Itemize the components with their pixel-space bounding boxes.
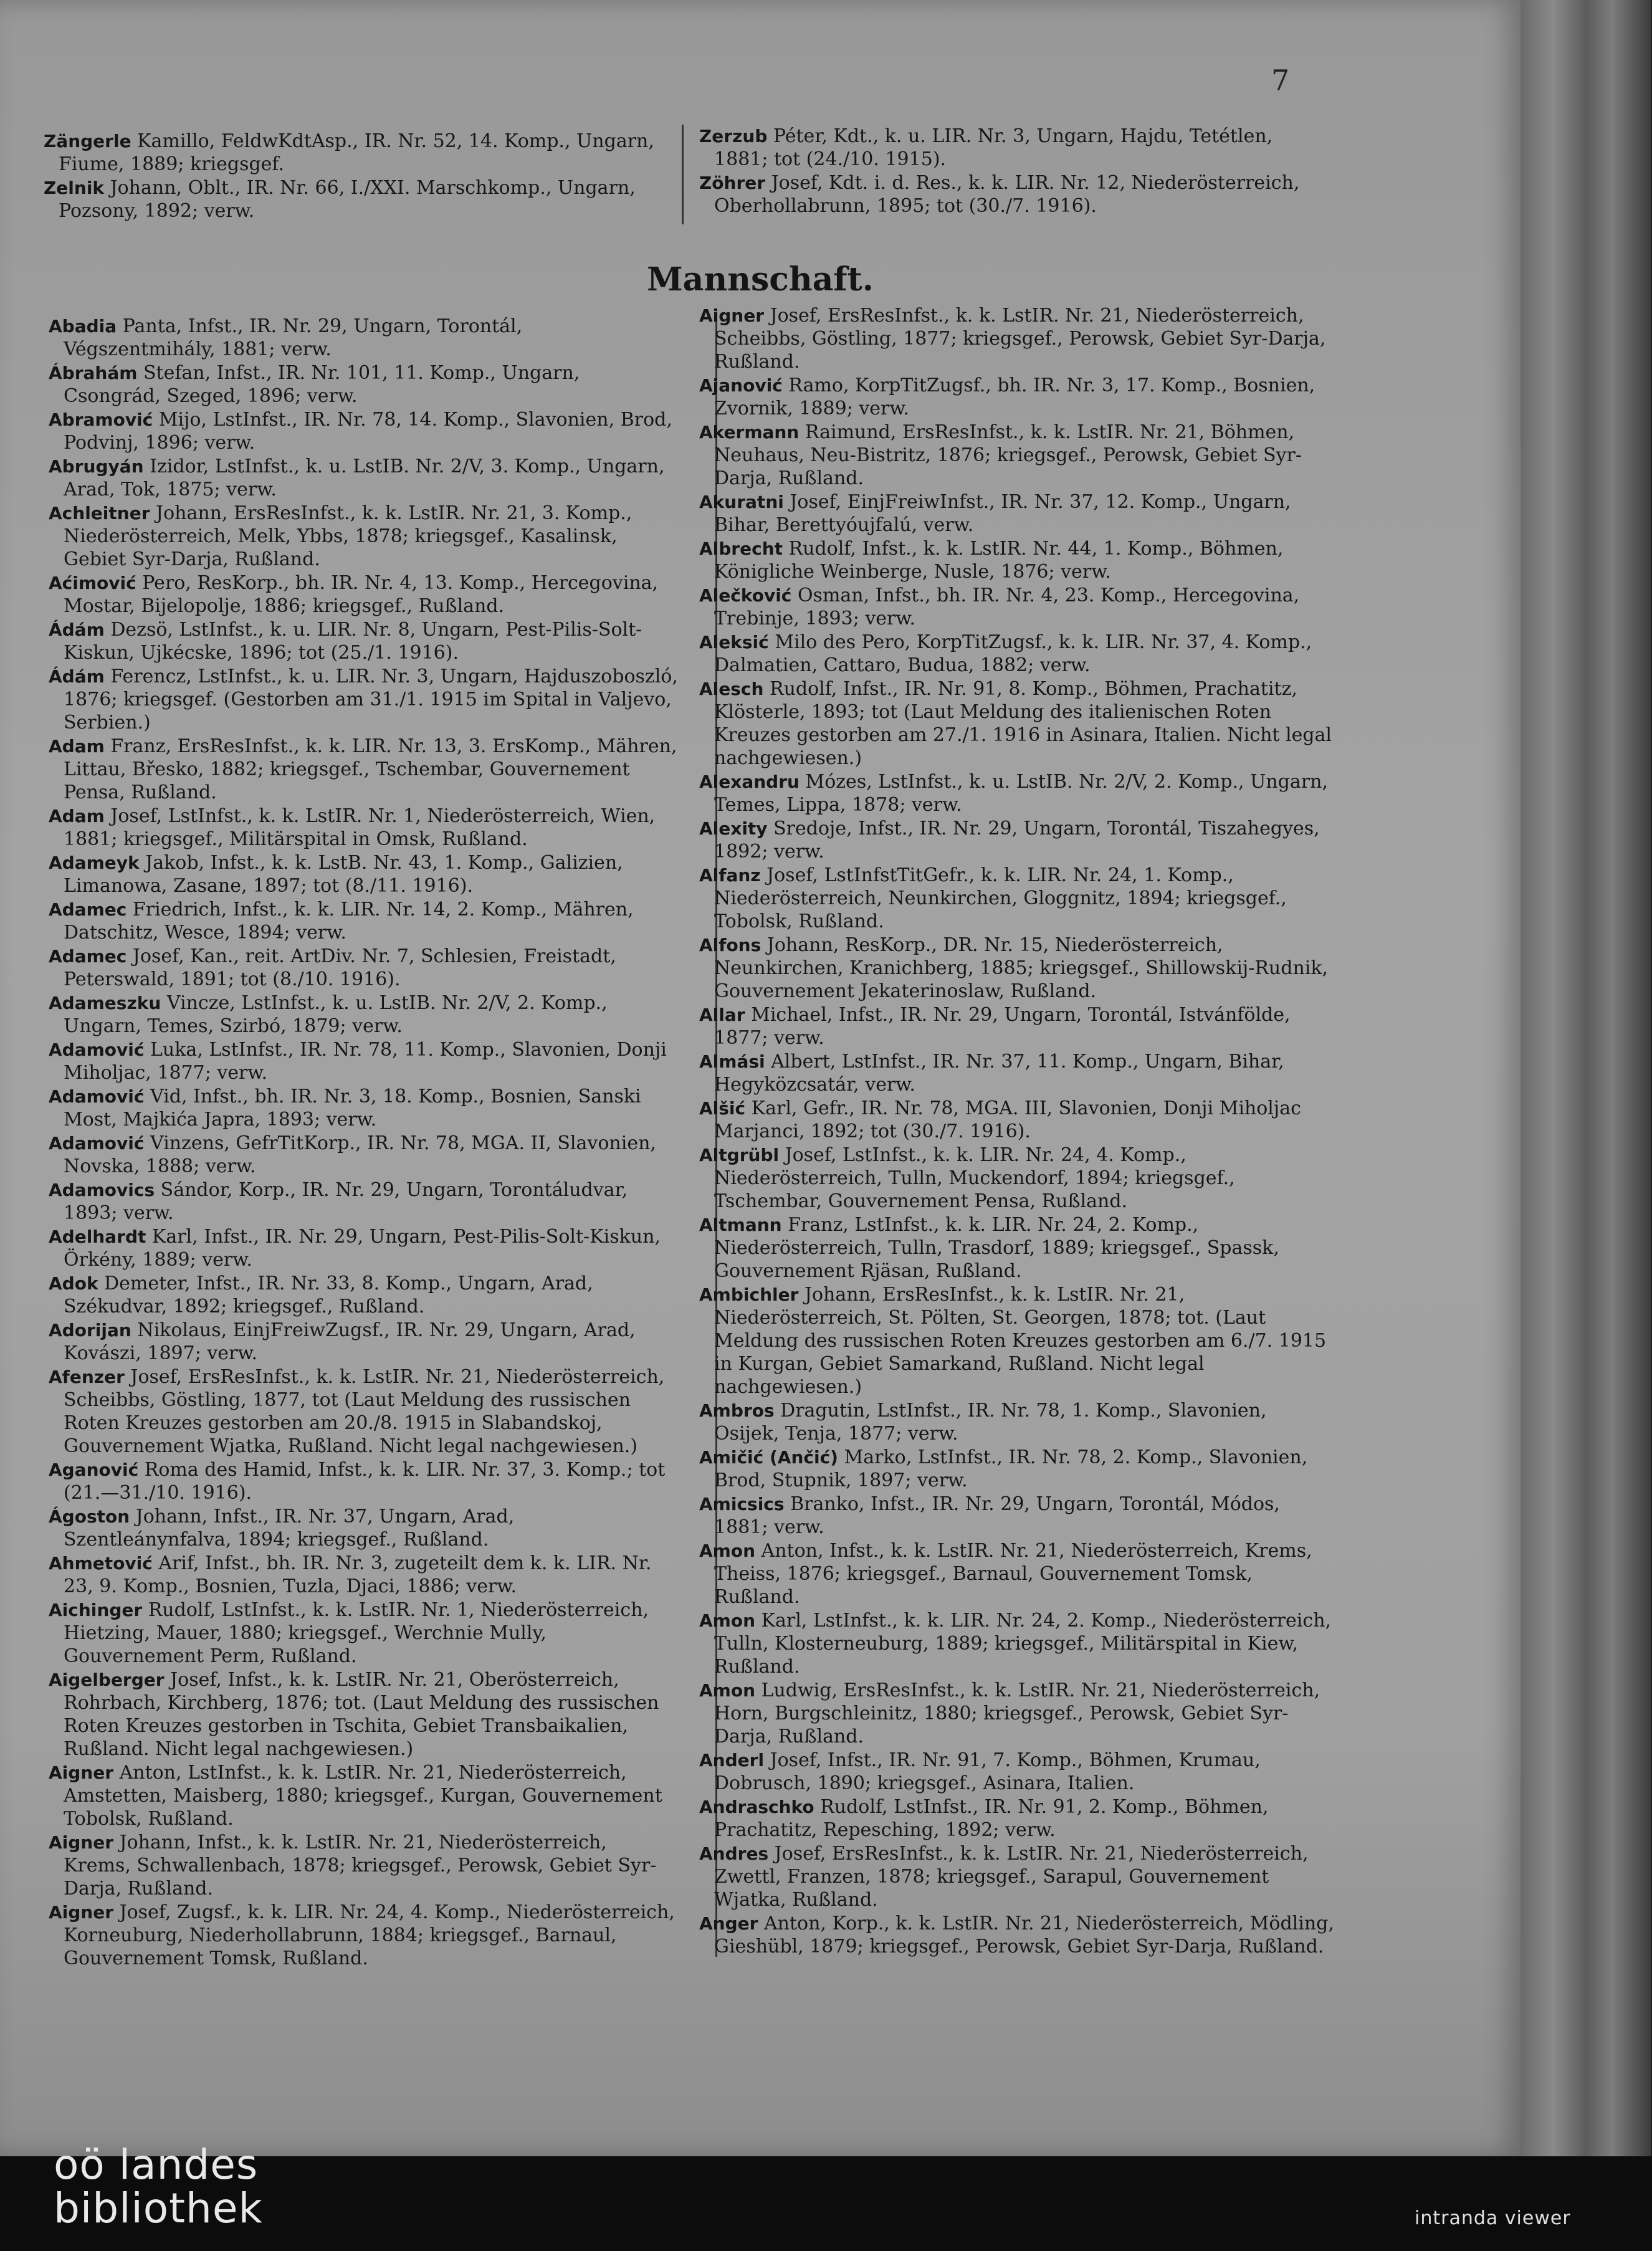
entry-details: Josef, Infst., IR. Nr. 91, 7. Komp., Böhmen, Krumau, Dobrusch, 1890; kriegsgef., Asinara, Italien. [714,1749,1261,1794]
register-entry [49,805,679,851]
register-entry [49,735,679,804]
entry-details: Panta, Infst., IR. Nr. 29, Ungarn, Torontál, Végszentmihály, 1881; verw. [64,315,523,360]
entry-surname: Adorijan [49,1320,131,1341]
entry-surname: Aigner [49,1762,114,1783]
register-entry [49,571,679,618]
register-entry [699,584,1335,630]
register-entry [699,770,1335,816]
entry-surname: Akuratni [699,492,784,512]
register-entry [699,1144,1335,1213]
register-entry [44,130,667,176]
register-entry [699,1609,1335,1678]
entry-details: Rudolf, Infst., k. k. LstIR. Nr. 44, 1. Komp., Böhmen, Königliche Weinberge, Nusle, 1876; verw. [714,538,1284,583]
entry-surname: Adameszku [49,993,161,1013]
entry-surname: Alesch [699,679,764,699]
register-entry [699,171,1329,217]
register-entry [49,945,679,991]
entry-surname: Aigner [699,305,765,326]
entry-surname: Adamović [49,1086,145,1107]
entry-surname: Adelhardt [49,1226,146,1247]
register-entry [49,898,679,944]
entry-surname: Amicsics [699,1494,785,1514]
entry-surname: Adamec [49,899,127,920]
entry-details: Josef, Infst., k. k. LstIR. Nr. 21, Oberösterreich, Rohrbach, Kirchberg, 1876; tot. (Laut Meldung des russischen Roten Kreuzes gestorben in Tschita, Gebiet Transbaikalien, Rußland. Nicht legal nachgewiesen.) [64,1669,659,1760]
register-entry [49,1225,679,1271]
entry-details: Karl, LstInfst., k. k. LIR. Nr. 24, 2. Komp., Niederösterreich, Tulln, Klosterneuburg, 1889; kriegsgef., Militärspital in Kiew, Rußland. [714,1610,1332,1678]
register-entry [699,1283,1335,1398]
entry-surname: Alšić [699,1098,746,1119]
entry-details: Rudolf, Infst., IR. Nr. 91, 8. Komp., Böhmen, Prachatitz, Klösterle, 1893; tot (Laut Meldung des italienischen Roten Kreuzes gestorben am 27./1. 1916 in Asinara, Italien. Nicht legal nachgewiesen.) [714,678,1332,769]
register-entry [49,1365,679,1458]
entry-details: Vid, Infst., bh. IR. Nr. 3, 18. Komp., Bosnien, Sanski Most, Majkića Japra, 1893; verw. [64,1086,641,1130]
entry-details: Arif, Infst., bh. IR. Nr. 3, zugeteilt dem k. k. LIR. Nr. 23, 9. Komp., Bosnien, Tuzla, Djaci, 1886; verw. [64,1552,652,1597]
entry-details: Josef, LstInfstTitGefr., k. k. LIR. Nr. 24, 1. Komp., Niederösterreich, Neunkirchen, Gloggnitz, 1894; kriegsgef., Tobolsk, Rußland. [714,864,1287,932]
entry-surname: Abadia [49,316,117,337]
entry-details: Luka, LstInfst., IR. Nr. 78, 11. Komp., Slavonien, Donji Miholjac, 1877; verw. [64,1039,667,1084]
register-entry [49,1831,679,1900]
register-entry [49,1085,679,1131]
entry-details: Franz, LstInfst., k. k. LIR. Nr. 24, 2. Komp., Niederösterreich, Tulln, Trasdorf, 1889; kriegsgef., Spassk, Gouvernement Rjäsan, Rußland. [714,1214,1279,1282]
entry-surname: Aigner [49,1902,114,1923]
book-edge [1521,0,1651,2156]
section-heading: Mannschaft. [647,260,874,299]
entry-details: Ramo, KorpTitZugsf., bh. IR. Nr. 3, 17. Komp., Bosnien, Zvornik, 1889; verw. [714,375,1315,419]
register-entry [49,1505,679,1551]
entry-details: Roma des Hamid, Infst., k. k. LIR. Nr. 37, 3. Komp.; tot (21.—31./10. 1916). [64,1459,666,1504]
register-entry [49,618,679,664]
entry-surname: Amon [699,1610,756,1631]
register-entry [699,1446,1335,1492]
register-entry [49,1178,679,1225]
entry-details: Kamillo, FeldwKdtAsp., IR. Nr. 52, 14. Komp., Ungarn, Fiume, 1889; kriegsgef. [59,130,654,175]
entry-surname: Adamec [49,946,127,967]
register-entry [49,992,679,1038]
entry-details: Raimund, ErsResInfst., k. k. LstIR. Nr. 21, Böhmen, Neuhaus, Neu-Bistritz, 1876; kriegsgef., Perowsk, Gebiet Syr-Darja, Rußland. [714,421,1302,489]
entry-details: Nikolaus, EinjFreiwZugsf., IR. Nr. 29, Ungarn, Arad, Kovászi, 1897; verw. [64,1319,636,1364]
entry-surname: Adam [49,806,105,826]
entry-details: Rudolf, LstInfst., k. k. LstIR. Nr. 1, Niederösterreich, Hietzing, Mauer, 1880; kriegsgef., Werchnie Mully, Gouvernement Perm, Rußland. [64,1599,649,1667]
entry-details: Josef, ErsResInfst., k. k. LstIR. Nr. 21, Niederösterreich, Zwettl, Franzen, 1878; kriegsgef., Sarapul, Gouvernement Wjatka, Rußland. [714,1843,1309,1911]
register-entry [699,631,1335,677]
entry-details: Jakob, Infst., k. k. LstB. Nr. 43, 1. Komp., Galizien, Limanowa, Zasane, 1897; tot (8./11. 1916). [64,852,623,897]
entry-surname: Ambros [699,1400,775,1421]
entry-details: Josef, ErsResInfst., k. k. LstIR. Nr. 21, Niederösterreich, Scheibbs, Göstling, 1877; kriegsgef., Perowsk, Gebiet Syr-Darja, Rußland. [714,305,1326,373]
entry-surname: Ábrahám [49,363,138,383]
entry-details: Josef, LstInfst., k. k. LstIR. Nr. 1, Niederösterreich, Wien, 1881; kriegsgef., Militärspital in Omsk, Rußland. [64,805,656,850]
entry-surname: Ambichler [699,1284,799,1305]
entry-details: Johann, Infst., IR. Nr. 37, Ungarn, Arad, Szentleánynfalva, 1894; kriegsgef., Rußland. [64,1506,515,1551]
entry-surname: Amon [699,1680,756,1701]
entry-surname: Ádám [49,619,105,640]
entry-surname: Aigner [49,1832,114,1853]
entry-details: Branko, Infst., IR. Nr. 29, Ungarn, Torontál, Módos, 1881; verw. [714,1493,1280,1538]
register-entry [49,1552,679,1598]
entry-details: Johann, Oblt., IR. Nr. 66, I./XXI. Marschkomp., Ungarn, Pozsony, 1892; verw. [59,177,636,222]
entry-details: Michael, Infst., IR. Nr. 29, Ungarn, Torontál, Istvánfölde, 1877; verw. [714,1004,1291,1049]
entry-surname: Andres [699,1843,769,1864]
left-column [49,315,679,1971]
viewer-brand: intranda viewer [1415,2207,1571,2229]
entry-details: Osman, Infst., bh. IR. Nr. 4, 23. Komp., Hercegovina, Trebinje, 1893; verw. [714,585,1300,629]
entry-surname: Adamović [49,1039,145,1060]
entry-details: Johann, ErsResInfst., k. k. LstIR. Nr. 21, Niederösterreich, St. Pölten, St. Georgen, 1878; tot. (Laut Meldung des russischen Roten Kreuzes gestorben am 6./7. 1915 in Kurgan, Gebiet Samarkand, Rußland. Nicht legal nachgewiesen.) [714,1284,1327,1398]
entry-details: Anton, Infst., k. k. LstIR. Nr. 21, Niederösterreich, Krems, Theiss, 1876; kriegsgef., Barnaul, Gouvernement Tomsk, Rußland. [714,1540,1312,1608]
entry-details: Péter, Kdt., k. u. LIR. Nr. 3, Ungarn, Hajdu, Tetétlen, 1881; tot (24./10. 1915). [714,125,1273,170]
entry-details: Mózes, LstInfst., k. u. LstIB. Nr. 2/V, 2. Komp., Ungarn, Temes, Lippa, 1878; verw. [714,771,1329,816]
register-entry [699,1795,1335,1842]
entry-details: Johann, ErsResInfst., k. k. LstIR. Nr. 21, 3. Komp., Niederösterreich, Melk, Ybbs, 1878; kriegsgef., Kasalinsk, Gebiet Syr-Darja, Rußland. [64,502,633,570]
entry-surname: Adam [49,736,105,757]
entry-surname: Andraschko [699,1797,814,1817]
entry-surname: Abrugyán [49,456,144,477]
register-entry [49,1132,679,1178]
entry-details: Stefan, Infst., IR. Nr. 101, 11. Komp., Ungarn, Csongrád, Szeged, 1896; verw. [64,362,580,407]
register-entry [699,1539,1335,1608]
register-entry [699,421,1335,490]
entry-surname: Achleitner [49,503,150,523]
register-entry [49,1272,679,1318]
entry-surname: Aleksić [699,632,769,652]
entry-surname: Ajanović [699,375,783,396]
entry-details: Marko, LstInfst., IR. Nr. 78, 2. Komp., Slavonien, Brod, Stupnik, 1897; verw. [714,1446,1308,1491]
entry-details: Josef, Kdt. i. d. Res., k. k. LIR. Nr. 12, Niederösterreich, Oberhollabrunn, 1895; tot (30./7. 1916). [714,172,1300,217]
entry-surname: Aganović [49,1460,139,1480]
register-entry [49,1901,679,1970]
register-entry [699,490,1335,537]
entry-surname: Amičić (Ančić) [699,1447,838,1468]
entry-surname: Zerzub [699,126,768,146]
entry-surname: Almási [699,1051,765,1072]
entry-details: Dezsö, LstInfst., k. u. LIR. Nr. 8, Ungarn, Pest-Pilis-Solt-Kiskun, Ujkécske, 1896; tot (25./1. 1916). [64,619,642,664]
entry-surname: Adameyk [49,853,140,873]
register-entry [49,1761,679,1830]
entry-details: Pero, ResKorp., bh. IR. Nr. 4, 13. Komp., Hercegovina, Mostar, Bijelopolje, 1886; kriegsgef., Rußland. [64,572,659,617]
entry-surname: Amon [699,1541,756,1561]
register-entry [49,1319,679,1365]
entry-details: Rudolf, LstInfst., IR. Nr. 91, 2. Komp., Böhmen, Prachatitz, Repesching, 1892; verw. [714,1796,1269,1841]
entry-details: Sándor, Korp., IR. Nr. 29, Ungarn, Torontáludvar, 1893; verw. [64,1179,628,1224]
register-entry [49,455,679,501]
entry-details: Josef, Zugsf., k. k. LIR. Nr. 24, 4. Komp., Niederösterreich, Korneuburg, Niederhollabrunn, 1884; kriegsgef., Barnaul, Gouvernement Tomsk, Rußland. [64,1901,675,1969]
entry-surname: Aichinger [49,1600,143,1620]
top-left-column [44,130,667,223]
entry-surname: Akermann [699,422,800,442]
entry-surname: Alexandru [699,772,800,792]
register-entry [49,1038,679,1084]
register-entry [49,315,679,361]
library-logo-line2: bibliothek [54,2184,263,2232]
register-entry [699,304,1335,373]
entry-details: Ludwig, ErsResInfst., k. k. LstIR. Nr. 21, Niederösterreich, Horn, Burgschleinitz, 1880; kriegsgef., Perowsk, Gebiet Syr-Darja, Rußland. [714,1680,1320,1747]
entry-details: Franz, ErsResInfst., k. k. LIR. Nr. 13, 3. ErsKomp., Mähren, Littau, Břesko, 1882; kriegsgef., Tschembar, Gouvernement Pensa, Rußland. [64,735,677,803]
register-entry [699,1213,1335,1283]
entry-details: Milo des Pero, KorpTitZugsf., k. k. LIR. Nr. 37, 4. Komp., Dalmatien, Cattaro, Budua, 1882; verw. [714,631,1312,676]
register-entry [699,374,1335,420]
register-entry [49,502,679,571]
entry-surname: Ahmetović [49,1553,153,1574]
register-entry [699,817,1335,863]
register-entry [699,1679,1335,1748]
entry-surname: Afenzer [49,1367,125,1387]
register-entry [699,537,1335,583]
entry-details: Friedrich, Infst., k. k. LIR. Nr. 14, 2. Komp., Mähren, Datschitz, Wesce, 1894; verw. [64,899,634,944]
register-entry [699,677,1335,770]
library-logo-line1: oö landes [54,2141,259,2189]
entry-details: Ferencz, LstInfst., k. u. LIR. Nr. 3, Ungarn, Hajduszoboszló, 1876; kriegsgef. (Gestorben am 31./1. 1915 im Spital in Valjevo, Serbien.) [64,666,678,734]
column-divider-top [682,125,684,224]
register-entry [49,1599,679,1668]
entry-surname: Albrecht [699,538,783,559]
register-entry [699,1097,1335,1143]
entry-surname: Alexity [699,818,768,839]
entry-surname: Abramović [49,409,153,430]
entry-surname: Altgrübl [699,1145,780,1165]
entry-details: Dragutin, LstInfst., IR. Nr. 78, 1. Komp., Slavonien, Osijek, Tenja, 1877; verw. [714,1400,1267,1445]
register-entry [49,1458,679,1504]
register-entry [49,851,679,897]
entry-details: Anton, LstInfst., k. k. LstIR. Nr. 21, Niederösterreich, Amstetten, Maisberg, 1880; kriegsgef., Kurgan, Gouvernement Tobolsk, Rußland. [64,1762,662,1830]
entry-surname: Alfanz [699,865,761,886]
entry-details: Karl, Infst., IR. Nr. 29, Ungarn, Pest-Pilis-Solt-Kiskun, Örkény, 1889; verw. [64,1226,661,1271]
entry-details: Mijo, LstInfst., IR. Nr. 78, 14. Komp., Slavonien, Brod, Podvinj, 1896; verw. [64,409,672,454]
entry-surname: Altmann [699,1215,782,1235]
entry-surname: Zängerle [44,131,131,151]
entry-details: Johann, Infst., k. k. LstIR. Nr. 21, Niederösterreich, Krems, Schwallenbach, 1878; kriegsgef., Perowsk, Gebiet Syr-Darja, Rußland. [64,1832,657,1900]
register-entry [44,176,667,222]
register-entry [699,1749,1335,1795]
register-entry [49,665,679,734]
entry-details: Josef, ErsResInfst., k. k. LstIR. Nr. 21, Niederösterreich, Scheibbs, Göstling, 1877, tot (Laut Meldung des russischen Roten Kreuzes gestorben am 20./8. 1915 in Slabandskoj, Gouvernement Wjatka, Rußland. Nicht legal nachgewiesen.) [64,1366,665,1457]
entry-surname: Allar [699,1005,745,1025]
entry-surname: Alečković [699,585,792,606]
entry-surname: Ádám [49,666,105,687]
register-entry [699,1399,1335,1445]
register-entry [699,934,1335,1003]
register-entry [699,864,1335,933]
register-entry [699,1493,1335,1539]
register-entry [49,361,679,408]
register-entry [49,408,679,454]
register-entry [699,1050,1335,1096]
entry-details: Karl, Gefr., IR. Nr. 78, MGA. III, Slavonien, Donji Miholjac Marjanci, 1892; tot (30./7. 1916). [714,1097,1301,1142]
entry-details: Albert, LstInfst., IR. Nr. 37, 11. Komp., Ungarn, Bihar, Hegyközcsatár, verw. [714,1051,1284,1096]
entry-surname: Adok [49,1273,98,1294]
register-entry [699,1003,1335,1049]
entry-surname: Aćimović [49,573,136,593]
entry-details: Johann, ResKorp., DR. Nr. 15, Niederösterreich, Neunkirchen, Kranichberg, 1885; kriegsgef., Shillowskij-Rudnik, Gouvernement Jekaterinoslaw, Rußland. [714,934,1329,1002]
entry-surname: Adamovics [49,1180,155,1200]
entry-details: Vinzens, GefrTitKorp., IR. Nr. 78, MGA. II, Slavonien, Novska, 1888; verw. [64,1132,656,1177]
entry-surname: Anger [699,1913,758,1934]
top-right-column [699,125,1329,218]
entry-details: Sredoje, Infst., IR. Nr. 29, Ungarn, Torontál, Tiszahegyes, 1892; verw. [714,818,1320,863]
page-number: 7 [1271,64,1290,97]
entry-surname: Zöhrer [699,173,766,193]
entry-surname: Ágoston [49,1506,130,1527]
register-entry [699,125,1329,171]
entry-surname: Adamović [49,1133,145,1154]
entry-details: Vincze, LstInfst., k. u. LstIB. Nr. 2/V, 2. Komp., Ungarn, Temes, Szirbó, 1879; verw. [64,992,608,1037]
register-entry [49,1668,679,1761]
entry-surname: Aigelberger [49,1670,165,1690]
entry-surname: Anderl [699,1750,765,1771]
entry-details: Josef, Kan., reit. ArtDiv. Nr. 7, Schlesien, Freistadt, Peterswald, 1891; tot (8./10. 1916). [64,945,616,990]
entry-surname: Alfons [699,935,762,955]
register-entry [699,1912,1335,1958]
entry-details: Josef, EinjFreiwInfst., IR. Nr. 37, 12. Komp., Ungarn, Bihar, Berettyóujfalú, verw. [714,491,1291,536]
entry-surname: Zelnik [44,178,105,198]
entry-details: Josef, LstInfst., k. k. LIR. Nr. 24, 4. Komp., Niederösterreich, Tulln, Muckendorf, 1894; kriegsgef., Tschembar, Gouvernement Pensa, Rußland. [714,1144,1235,1212]
register-entry [699,1842,1335,1911]
entry-details: Demeter, Infst., IR. Nr. 33, 8. Komp., Ungarn, Arad, Székudvar, 1892; kriegsgef., Rußland. [64,1273,593,1317]
entry-details: Izidor, LstInfst., k. u. LstIB. Nr. 2/V, 3. Komp., Ungarn, Arad, Tok, 1875; verw. [64,456,665,500]
right-column [699,304,1335,1959]
entry-details: Anton, Korp., k. k. LstIR. Nr. 21, Niederösterreich, Mödling, Gieshübl, 1879; kriegsgef., Perowsk, Gebiet Syr-Darja, Rußland. [714,1913,1334,1957]
